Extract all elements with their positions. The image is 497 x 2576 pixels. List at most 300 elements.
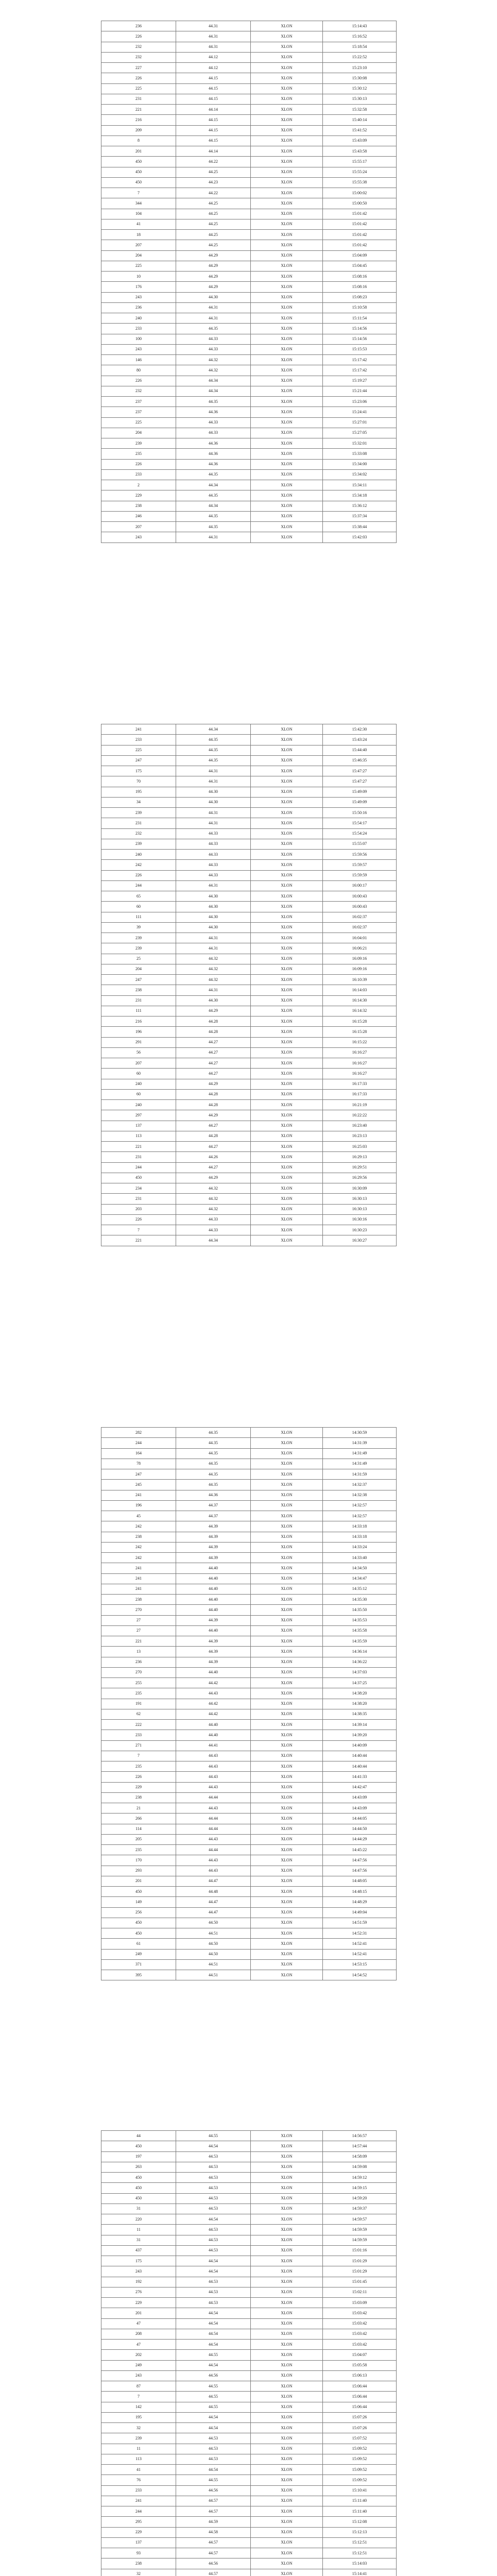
- table-row: [101, 522, 397, 532]
- volume-cell: 226: [101, 1772, 176, 1782]
- table-row: [101, 1605, 397, 1615]
- volume-cell: 111: [101, 912, 176, 922]
- table-row: [101, 1204, 397, 1214]
- time-cell: 14:35:30: [323, 1595, 397, 1605]
- venue-cell: XLON: [251, 2340, 323, 2350]
- volume-cell: 11: [101, 2225, 176, 2235]
- time-cell: 14:43:09: [323, 1792, 397, 1803]
- price-cell: 44.29: [176, 1079, 251, 1089]
- time-cell: 16:16:27: [323, 1069, 397, 1079]
- price-cell: 44.36: [176, 449, 251, 459]
- time-cell: 14:34:50: [323, 1563, 397, 1573]
- volume-cell: 196: [101, 1500, 176, 1511]
- venue-cell: XLON: [251, 1204, 323, 1214]
- price-cell: 44.35: [176, 511, 251, 521]
- time-cell: 14:49:04: [323, 1907, 397, 1918]
- table-row: [101, 1214, 397, 1225]
- price-cell: 44.54: [176, 2423, 251, 2433]
- venue-cell: XLON: [251, 1887, 323, 1897]
- price-cell: 44.40: [176, 1605, 251, 1615]
- volume-cell: 231: [101, 818, 176, 828]
- volume-cell: 450: [101, 2193, 176, 2204]
- price-cell: 44.33: [176, 828, 251, 839]
- venue-cell: XLON: [251, 438, 323, 449]
- time-cell: 14:33:18: [323, 1532, 397, 1542]
- time-cell: 15:32:58: [323, 105, 397, 115]
- price-cell: 44.54: [176, 2360, 251, 2370]
- price-cell: 44.36: [176, 438, 251, 449]
- volume-cell: 450: [101, 1928, 176, 1939]
- table-row: [101, 313, 397, 324]
- venue-cell: XLON: [251, 2235, 323, 2245]
- volume-cell: 291: [101, 1037, 176, 1047]
- time-cell: 14:48:29: [323, 1897, 397, 1907]
- price-cell: 44.30: [176, 995, 251, 1006]
- table-row: [101, 167, 397, 177]
- price-cell: 44.55: [176, 2402, 251, 2412]
- time-cell: 14:59:57: [323, 2214, 397, 2225]
- venue-cell: XLON: [251, 2183, 323, 2193]
- price-cell: 44.34: [176, 376, 251, 386]
- volume-cell: 231: [101, 94, 176, 104]
- time-cell: 16:22:22: [323, 1110, 397, 1121]
- venue-cell: XLON: [251, 808, 323, 818]
- volume-cell: 450: [101, 167, 176, 177]
- price-cell: 44.31: [176, 31, 251, 42]
- price-cell: 44.41: [176, 1740, 251, 1751]
- price-cell: 44.56: [176, 2558, 251, 2569]
- price-cell: 44.43: [176, 1866, 251, 1876]
- volume-cell: 231: [101, 1194, 176, 1204]
- price-cell: 44.47: [176, 1897, 251, 1907]
- table-row: [101, 397, 397, 407]
- table-row: [101, 1709, 397, 1719]
- price-cell: 44.54: [176, 2308, 251, 2318]
- time-cell: 14:32:38: [323, 1490, 397, 1500]
- table-row: [101, 219, 397, 229]
- venue-cell: XLON: [251, 954, 323, 964]
- venue-cell: XLON: [251, 376, 323, 386]
- volume-cell: 242: [101, 860, 176, 870]
- price-cell: 44.55: [176, 2350, 251, 2360]
- time-cell: 15:15:53: [323, 344, 397, 354]
- price-cell: 44.50: [176, 1949, 251, 1959]
- volume-cell: 18: [101, 230, 176, 240]
- volume-cell: 60: [101, 1089, 176, 1099]
- volume-cell: 11: [101, 2444, 176, 2454]
- venue-cell: XLON: [251, 313, 323, 324]
- time-cell: 16:23:13: [323, 1131, 397, 1141]
- volume-cell: 235: [101, 1761, 176, 1772]
- table-row: [101, 1225, 397, 1235]
- table-row: [101, 2214, 397, 2225]
- price-cell: 44.35: [176, 490, 251, 501]
- table-row: [101, 2235, 397, 2245]
- price-cell: 44.14: [176, 105, 251, 115]
- table-row: [101, 818, 397, 828]
- time-cell: 15:23:10: [323, 63, 397, 73]
- volume-cell: 8: [101, 135, 176, 146]
- table-row: [101, 954, 397, 964]
- volume-cell: 61: [101, 1939, 176, 1949]
- time-cell: 14:41:33: [323, 1772, 397, 1782]
- table-row: [101, 870, 397, 880]
- volume-cell: 208: [101, 2329, 176, 2339]
- price-cell: 44.51: [176, 1959, 251, 1970]
- price-cell: 44.27: [176, 1142, 251, 1152]
- table-row: [101, 42, 397, 52]
- volume-cell: 204: [101, 428, 176, 438]
- venue-cell: XLON: [251, 2225, 323, 2235]
- venue-cell: XLON: [251, 1214, 323, 1225]
- table-row: [101, 1553, 397, 1563]
- venue-cell: XLON: [251, 407, 323, 417]
- table-row: [101, 1740, 397, 1751]
- price-cell: 44.53: [176, 2173, 251, 2183]
- venue-cell: XLON: [251, 52, 323, 62]
- volume-cell: 216: [101, 1016, 176, 1027]
- venue-cell: XLON: [251, 2350, 323, 2360]
- time-cell: 15:14:43: [323, 21, 397, 31]
- price-cell: 44.35: [176, 469, 251, 480]
- venue-cell: XLON: [251, 1448, 323, 1459]
- venue-cell: XLON: [251, 2151, 323, 2162]
- volume-cell: 27: [101, 1625, 176, 1636]
- volume-cell: 137: [101, 2537, 176, 2548]
- table-row: [101, 2183, 397, 2193]
- volume-cell: 203: [101, 1204, 176, 1214]
- venue-cell: XLON: [251, 1058, 323, 1069]
- time-cell: 14:44:05: [323, 1814, 397, 1824]
- volume-cell: 204: [101, 250, 176, 261]
- price-cell: 44.39: [176, 1657, 251, 1667]
- time-cell: 15:08:16: [323, 282, 397, 292]
- table-row: [101, 459, 397, 469]
- table-row: [101, 797, 397, 807]
- volume-cell: 216: [101, 115, 176, 125]
- venue-cell: XLON: [251, 2558, 323, 2569]
- price-cell: 44.32: [176, 1204, 251, 1214]
- volume-cell: 170: [101, 1855, 176, 1866]
- time-cell: 14:52:31: [323, 1928, 397, 1939]
- price-cell: 44.39: [176, 1521, 251, 1532]
- venue-cell: XLON: [251, 1037, 323, 1047]
- volume-cell: 242: [101, 1521, 176, 1532]
- venue-cell: XLON: [251, 1709, 323, 1719]
- price-cell: 44.31: [176, 808, 251, 818]
- volume-cell: 114: [101, 1824, 176, 1834]
- table-row: [101, 272, 397, 282]
- table-row: [101, 1459, 397, 1469]
- price-cell: 44.29: [176, 272, 251, 282]
- time-cell: 16:17:33: [323, 1089, 397, 1099]
- table-row: [101, 1563, 397, 1573]
- venue-cell: XLON: [251, 1027, 323, 1037]
- venue-cell: XLON: [251, 261, 323, 271]
- volume-cell: 164: [101, 1448, 176, 1459]
- price-cell: 44.55: [176, 2475, 251, 2485]
- time-cell: 15:55:17: [323, 157, 397, 167]
- price-cell: 44.53: [176, 2277, 251, 2287]
- time-cell: 14:33:18: [323, 1521, 397, 1532]
- table-row: [101, 2308, 397, 2318]
- time-cell: 16:21:19: [323, 1100, 397, 1110]
- price-cell: 44.51: [176, 1970, 251, 1980]
- venue-cell: XLON: [251, 2475, 323, 2485]
- time-cell: 14:52:41: [323, 1939, 397, 1949]
- volume-cell: 113: [101, 2454, 176, 2464]
- volume-cell: 7: [101, 1225, 176, 1235]
- time-cell: 14:59:20: [323, 2193, 397, 2204]
- price-cell: 44.29: [176, 282, 251, 292]
- table-row: [101, 1625, 397, 1636]
- table-row: [101, 1183, 397, 1194]
- price-cell: 44.47: [176, 1876, 251, 1886]
- price-cell: 44.34: [176, 1235, 251, 1246]
- price-cell: 44.53: [176, 2151, 251, 2162]
- venue-cell: XLON: [251, 157, 323, 167]
- table-row: [101, 1751, 397, 1761]
- time-cell: 14:40:44: [323, 1751, 397, 1761]
- price-cell: 44.55: [176, 2381, 251, 2392]
- table-row: [101, 1027, 397, 1037]
- time-cell: 15:43:24: [323, 735, 397, 745]
- time-cell: 16:30:27: [323, 1235, 397, 1246]
- time-cell: 14:39:14: [323, 1720, 397, 1730]
- venue-cell: XLON: [251, 1069, 323, 1079]
- venue-cell: XLON: [251, 1438, 323, 1448]
- price-cell: 44.35: [176, 522, 251, 532]
- price-cell: 44.33: [176, 850, 251, 860]
- volume-cell: 243: [101, 532, 176, 543]
- venue-cell: XLON: [251, 2433, 323, 2444]
- table-row: [101, 386, 397, 396]
- table-row: [101, 1584, 397, 1594]
- venue-cell: XLON: [251, 2370, 323, 2381]
- volume-cell: 450: [101, 157, 176, 167]
- venue-cell: XLON: [251, 1553, 323, 1563]
- price-cell: 44.27: [176, 1047, 251, 1058]
- table-row: [101, 1824, 397, 1834]
- time-cell: 15:12:51: [323, 2537, 397, 2548]
- table-row: [101, 2485, 397, 2496]
- time-cell: 15:01:42: [323, 209, 397, 219]
- price-cell: 44.54: [176, 2465, 251, 2475]
- time-cell: 14:59:08: [323, 2162, 397, 2172]
- price-cell: 44.33: [176, 860, 251, 870]
- table-row: [101, 1428, 397, 1438]
- venue-cell: XLON: [251, 2298, 323, 2308]
- venue-cell: XLON: [251, 1047, 323, 1058]
- time-cell: 14:34:47: [323, 1573, 397, 1584]
- volume-cell: 175: [101, 2256, 176, 2266]
- venue-cell: XLON: [251, 2548, 323, 2558]
- volume-cell: 450: [101, 2183, 176, 2193]
- price-cell: 44.40: [176, 1563, 251, 1573]
- venue-cell: XLON: [251, 365, 323, 376]
- venue-cell: XLON: [251, 2412, 323, 2422]
- price-cell: 44.54: [176, 2412, 251, 2422]
- time-cell: 14:59:59: [323, 2235, 397, 2245]
- table-row: [101, 2370, 397, 2381]
- time-cell: 15:34:02: [323, 469, 397, 480]
- venue-cell: XLON: [251, 922, 323, 933]
- volume-cell: 240: [101, 1079, 176, 1089]
- volume-cell: 149: [101, 1897, 176, 1907]
- venue-cell: XLON: [251, 933, 323, 943]
- time-cell: 15:55:38: [323, 177, 397, 188]
- time-cell: 15:46:35: [323, 755, 397, 766]
- table-row: [101, 1887, 397, 1897]
- table-row: [101, 745, 397, 755]
- time-cell: 14:31:49: [323, 1448, 397, 1459]
- table-body: [101, 1428, 397, 1980]
- table-row: [101, 1573, 397, 1584]
- table-row: [101, 1500, 397, 1511]
- price-cell: 44.54: [176, 2329, 251, 2339]
- price-cell: 44.34: [176, 724, 251, 735]
- table-row: [101, 1235, 397, 1246]
- price-cell: 44.15: [176, 94, 251, 104]
- table-row: [101, 2204, 397, 2214]
- volume-cell: 231: [101, 1152, 176, 1162]
- time-cell: 14:32:57: [323, 1511, 397, 1521]
- trades-table: [101, 724, 397, 1246]
- volume-cell: 237: [101, 397, 176, 407]
- time-cell: 16:00:43: [323, 891, 397, 902]
- price-cell: 44.53: [176, 2287, 251, 2297]
- venue-cell: XLON: [251, 1730, 323, 1740]
- venue-cell: XLON: [251, 1876, 323, 1886]
- time-cell: 14:56:57: [323, 2131, 397, 2141]
- table-row: [101, 839, 397, 849]
- price-cell: 44.37: [176, 1500, 251, 1511]
- table-row: [101, 157, 397, 167]
- table-row: [101, 490, 397, 501]
- venue-cell: XLON: [251, 1235, 323, 1246]
- table-row: [101, 2392, 397, 2402]
- table-row: [101, 2569, 397, 2576]
- venue-cell: XLON: [251, 2527, 323, 2537]
- table-row: [101, 2506, 397, 2517]
- time-cell: 15:12:08: [323, 2517, 397, 2527]
- table-row: [101, 94, 397, 104]
- price-cell: 44.35: [176, 1459, 251, 1469]
- venue-cell: XLON: [251, 1803, 323, 1814]
- price-cell: 44.27: [176, 1162, 251, 1173]
- price-cell: 44.43: [176, 1855, 251, 1866]
- venue-cell: XLON: [251, 1532, 323, 1542]
- table-row: [101, 135, 397, 146]
- price-cell: 44.44: [176, 1814, 251, 1824]
- table-row: [101, 2465, 397, 2475]
- table-row: [101, 1615, 397, 1625]
- table-row: [101, 735, 397, 745]
- venue-cell: XLON: [251, 1834, 323, 1844]
- table-row: [101, 2402, 397, 2412]
- volume-cell: 344: [101, 198, 176, 209]
- volume-cell: 226: [101, 73, 176, 83]
- price-cell: 44.43: [176, 1772, 251, 1782]
- price-cell: 44.31: [176, 302, 251, 313]
- table-row: [101, 828, 397, 839]
- table-row: [101, 922, 397, 933]
- time-cell: 15:04:07: [323, 2350, 397, 2360]
- time-cell: 15:11:40: [323, 2496, 397, 2506]
- price-cell: 44.40: [176, 1730, 251, 1740]
- volume-cell: 246: [101, 511, 176, 521]
- time-cell: 14:31:49: [323, 1459, 397, 1469]
- table-row: [101, 1897, 397, 1907]
- volume-cell: 236: [101, 1657, 176, 1667]
- price-cell: 44.35: [176, 1448, 251, 1459]
- time-cell: 15:03:42: [323, 2308, 397, 2318]
- venue-cell: XLON: [251, 2204, 323, 2214]
- venue-cell: XLON: [251, 105, 323, 115]
- venue-cell: XLON: [251, 2308, 323, 2318]
- volume-cell: 266: [101, 1814, 176, 1824]
- table-row: [101, 230, 397, 240]
- table-row: [101, 2245, 397, 2256]
- price-cell: 44.25: [176, 209, 251, 219]
- table-row: [101, 2277, 397, 2287]
- volume-cell: 226: [101, 31, 176, 42]
- volume-cell: 239: [101, 839, 176, 849]
- price-cell: 44.47: [176, 1907, 251, 1918]
- volume-cell: 234: [101, 1183, 176, 1194]
- volume-cell: 238: [101, 1595, 176, 1605]
- time-cell: 15:01:29: [323, 2266, 397, 2277]
- price-cell: 44.31: [176, 818, 251, 828]
- table-row: [101, 902, 397, 912]
- volume-cell: 244: [101, 2506, 176, 2517]
- table-row: [101, 1448, 397, 1459]
- time-cell: 15:30:08: [323, 73, 397, 83]
- volume-cell: 270: [101, 1667, 176, 1677]
- time-cell: 14:44:29: [323, 1834, 397, 1844]
- time-cell: 15:04:45: [323, 261, 397, 271]
- table-row: [101, 1131, 397, 1141]
- time-cell: 15:42:03: [323, 532, 397, 543]
- trades-table: [101, 1427, 397, 1980]
- time-cell: 16:16:27: [323, 1058, 397, 1069]
- time-cell: 15:43:58: [323, 146, 397, 157]
- volume-cell: 47: [101, 2318, 176, 2329]
- table-row: [101, 63, 397, 73]
- time-cell: 14:33:40: [323, 1553, 397, 1563]
- table-row: [101, 532, 397, 543]
- volume-cell: 176: [101, 282, 176, 292]
- venue-cell: XLON: [251, 1480, 323, 1490]
- time-cell: 15:54:24: [323, 828, 397, 839]
- price-cell: 44.53: [176, 2204, 251, 2214]
- table-row: [101, 198, 397, 209]
- volume-cell: 450: [101, 1173, 176, 1183]
- venue-cell: XLON: [251, 2162, 323, 2172]
- venue-cell: XLON: [251, 219, 323, 229]
- volume-cell: 233: [101, 2485, 176, 2496]
- venue-cell: XLON: [251, 428, 323, 438]
- price-cell: 44.29: [176, 250, 251, 261]
- venue-cell: XLON: [251, 1428, 323, 1438]
- table-row: [101, 995, 397, 1006]
- venue-cell: XLON: [251, 250, 323, 261]
- price-cell: 44.15: [176, 83, 251, 94]
- time-cell: 15:18:54: [323, 42, 397, 52]
- time-cell: 14:43:09: [323, 1803, 397, 1814]
- venue-cell: XLON: [251, 985, 323, 995]
- table-row: [101, 1720, 397, 1730]
